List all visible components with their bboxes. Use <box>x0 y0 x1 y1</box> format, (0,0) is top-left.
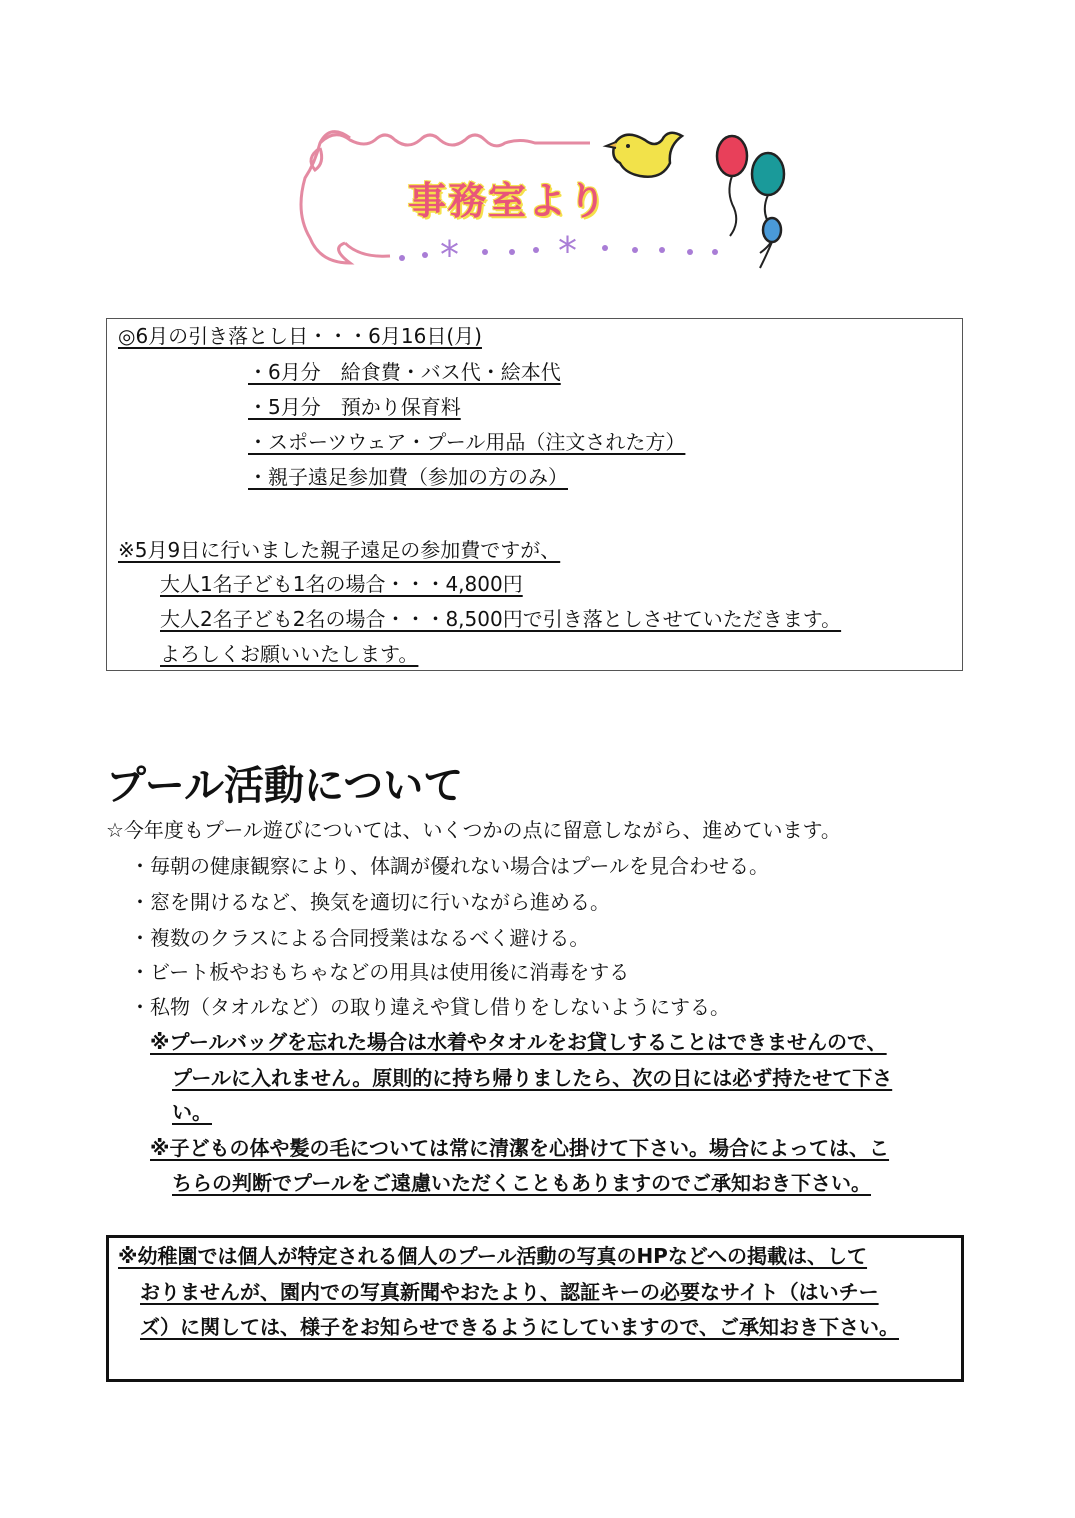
debit-item: ・親子遠足参加費（参加の方のみ） <box>248 465 568 489</box>
debit-item: ・5月分 預かり保育料 <box>248 395 461 419</box>
pool-bullet: ・毎朝の健康観察により、体調が優れない場合はプールを見合わせる。 <box>130 854 769 878</box>
debit-note-intro: ※5月9日に行いました親子遠足の参加費ですが、 <box>118 538 561 562</box>
ribbon-frame-icon <box>301 132 350 263</box>
dots-stars-decoration <box>399 229 718 277</box>
photo-notice-line: ズ）に関しては、様子をお知らせできるようにしていますので、ご承知おき下さい。 <box>140 1315 899 1339</box>
pool-note1-line: プールに入れません。原則的に持ち帰りましたら、次の日には必ず持たせて下さ <box>172 1066 893 1090</box>
debit-item: ・スポーツウェア・プール用品（注文された方） <box>248 430 686 454</box>
svg-text:*: * <box>440 233 459 277</box>
debit-heading: ◎6月の引き落とし日・・・6月16日(月) <box>118 324 482 348</box>
pool-bullet: ・窓を開けるなど、換気を適切に行いながら進める。 <box>130 890 610 914</box>
pool-bullet: ・私物（タオルなど）の取り違えや貸し借りをしないようにする。 <box>130 995 730 1019</box>
balloons-icon <box>717 136 784 268</box>
debit-note-line: 大人1名子ども1名の場合・・・4,800円 <box>160 572 523 596</box>
bird-icon <box>606 133 682 177</box>
debit-item: ・6月分 給食費・バス代・絵本代 <box>248 360 561 384</box>
pool-intro: ☆今年度もプール遊びについては、いくつかの点に留意しながら、進めています。 <box>106 818 841 842</box>
svg-text:*: * <box>558 229 577 273</box>
pool-section-title: プール活動について <box>106 763 464 809</box>
pool-note2-line: ※子どもの体や髪の毛については常に清潔を心掛けて下さい。場合によっては、こ <box>150 1136 890 1160</box>
photo-notice-line: おりませんが、園内での写真新聞やおたより、認証キーの必要なサイト（はいチー <box>140 1280 879 1304</box>
pool-note1-line: ※プールバッグを忘れた場合は水着やタオルをお貸しすることはできませんので、 <box>150 1030 887 1054</box>
pool-bullet: ・複数のクラスによる合同授業はなるべく避ける。 <box>130 926 590 950</box>
pool-note1-line: い。 <box>172 1100 212 1124</box>
debit-note-line: 大人2名子ども2名の場合・・・8,500円で引き落としさせていただきます。 <box>160 607 842 631</box>
pool-note2-line: ちらの判断でプールをご遠慮いただくこともありますのでご承知おき下さい。 <box>172 1171 871 1195</box>
photo-notice-line: ※幼稚園では個人が特定される個人のプール活動の写真のHPなどへの掲載は、して <box>118 1244 868 1268</box>
header-title: 事務室より <box>408 179 609 223</box>
pool-bullet: ・ビート板やおもちゃなどの用具は使用後に消毒をする <box>130 960 630 984</box>
debit-note-line: よろしくお願いいたします。 <box>160 642 419 666</box>
